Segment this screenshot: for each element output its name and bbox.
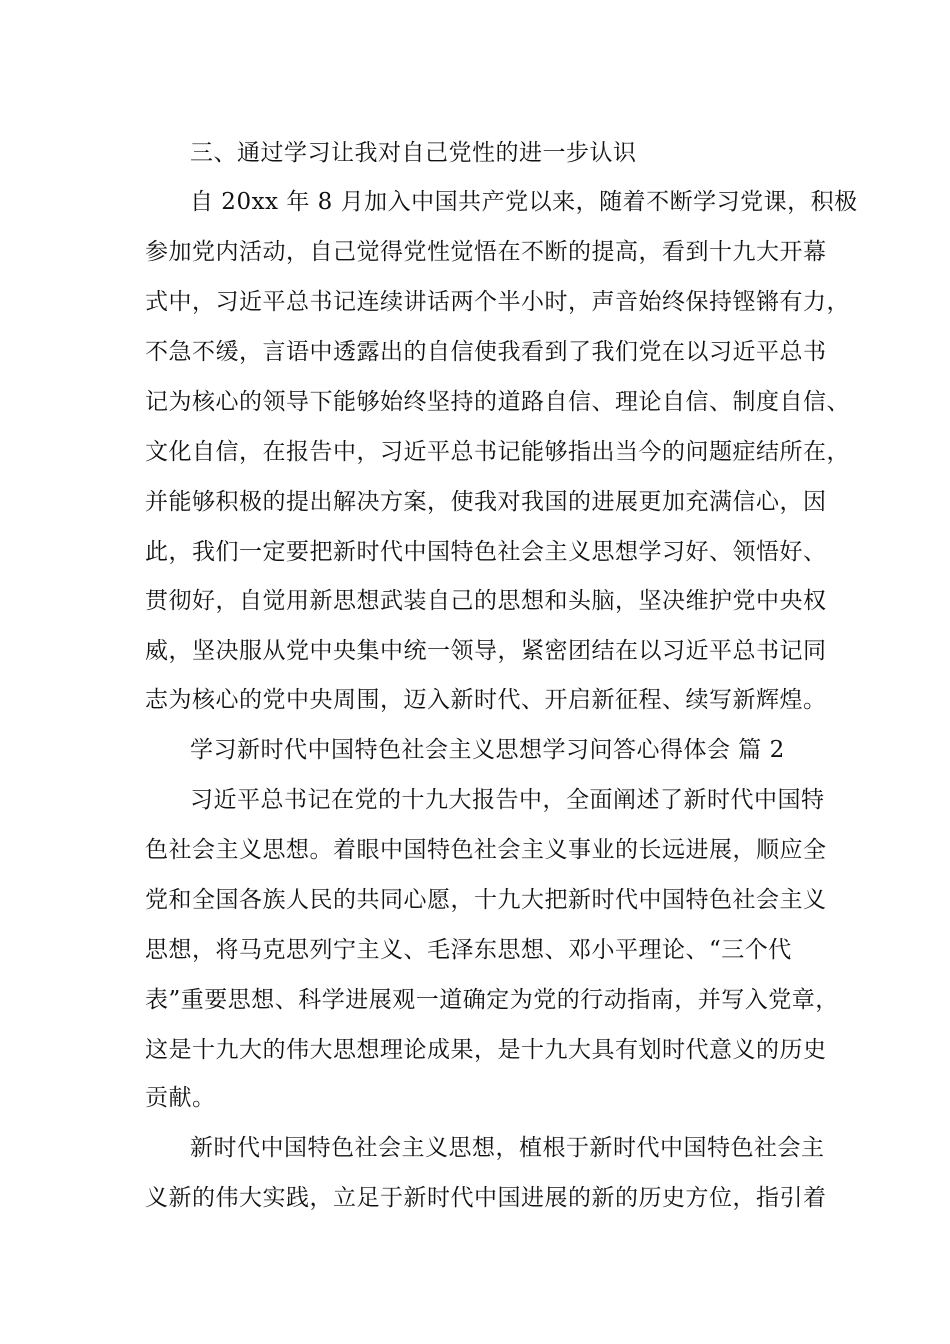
paragraph-line: 此，我们一定要把新时代中国特色社会主义思想学习好、领悟好、 [145, 539, 827, 565]
paragraph-line: 思想，将马克思列宁主义、毛泽东思想、邓小平理论、“三个代 [145, 937, 792, 963]
paragraph-line: 自 20xx 年 8 月加入中国共产党以来，随着不断学习党课，积极 [190, 189, 858, 215]
paragraph-line: 参加党内活动，自己觉得党性觉悟在不断的提高，看到十九大开幕 [145, 239, 827, 265]
paragraph-line: 习近平总书记在党的十九大报告中，全面阐述了新时代中国特 [190, 787, 825, 813]
paragraph-line: 并能够积极的提出解决方案，使我对我国的进展更加充满信心，因 [145, 489, 827, 515]
paragraph-line: 新时代中国特色社会主义思想，植根于新时代中国特色社会主 [190, 1135, 825, 1161]
paragraph-line: 不急不缓，言语中透露出的自信使我看到了我们党在以习近平总书 [145, 339, 827, 365]
paragraph-line: 义新的伟大实践，立足于新时代中国进展的新的历史方位，指引着 [145, 1185, 827, 1211]
paragraph-line: 式中，习近平总书记连续讲话两个半小时，声音始终保持铿锵有力， [145, 289, 850, 315]
paragraph-line: 表”重要思想、科学进展观一道确定为党的行动指南，并写入党章， [145, 987, 839, 1013]
paragraph-line: 色社会主义思想。着眼中国特色社会主义事业的长远进展，顺应全 [145, 837, 827, 863]
paragraph-line: 志为核心的党中央周围，迈入新时代、开启新征程、续写新辉煌。 [145, 687, 827, 713]
paragraph-line: 威，坚决服从党中央集中统一领导，紧密团结在以习近平总书记同 [145, 638, 827, 664]
paragraph-line: 这是十九大的伟大思想理论成果，是十九大具有划时代意义的历史 [145, 1037, 827, 1063]
paragraph-line: 记为核心的领导下能够始终坚持的道路自信、理论自信、制度自信、 [145, 389, 850, 415]
article-title: 学习新时代中国特色社会主义思想学习问答心得体会 篇 2 [190, 737, 785, 763]
paragraph-line: 文化自信，在报告中，习近平总书记能够指出当今的问题症结所在， [145, 439, 850, 465]
paragraph-line: 贯彻好，自觉用新思想武装自己的思想和头脑，坚决维护党中央权 [145, 588, 827, 614]
paragraph-line: 党和全国各族人民的共同心愿，十九大把新时代中国特色社会主义 [145, 887, 827, 913]
section-heading: 三、通过学习让我对自己党性的进一步认识 [190, 140, 637, 166]
paragraph-line: 贡献。 [145, 1085, 216, 1111]
